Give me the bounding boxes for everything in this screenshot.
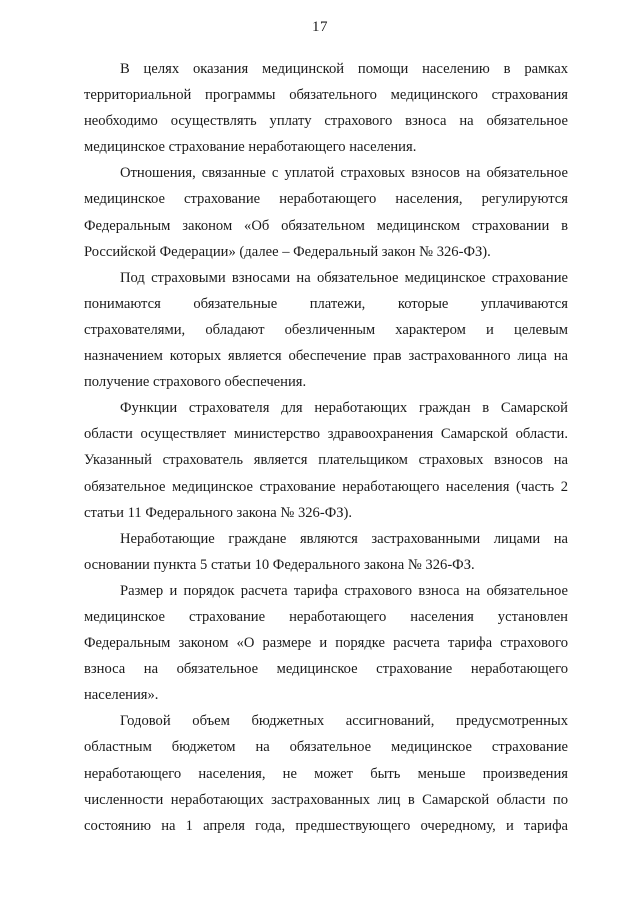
text-line: численности неработающих застрахованных лиц в Самарской области по <box>84 791 568 808</box>
text-line: состоянию на 1 апреля года, предшествующего очередному, и тарифа <box>84 817 568 834</box>
text-line: Отношения, связанные с уплатой страховых взносов на обязательное <box>120 165 568 182</box>
text-line: страхователями, обладают обезличенным характером и целевым <box>84 321 568 338</box>
paragraph-6 <box>84 578 568 708</box>
text-line: получение страхового обеспечения. <box>84 374 307 391</box>
paragraph-7 <box>84 708 568 838</box>
text-line: Функции страхователя для неработающих граждан в Самарской <box>120 400 568 417</box>
text-line: понимаются обязательные платежи, которые уплачиваются <box>84 295 568 312</box>
document-body <box>84 56 568 839</box>
text-line: основании пункта 5 статьи 10 Федерального закона № 326-ФЗ. <box>84 556 475 573</box>
text-line: населения». <box>84 687 159 704</box>
text-line: Российской Федерации» (далее – Федеральный закон № 326-ФЗ). <box>84 243 491 260</box>
text-line: медицинское страхование неработающего населения, регулируются <box>84 191 568 208</box>
text-line: Годовой объем бюджетных ассигнований, предусмотренных <box>120 713 568 730</box>
text-line: обязательное медицинское страхование неработающего населения (часть 2 <box>84 478 568 495</box>
paragraph-2 <box>84 160 568 264</box>
paragraph-4 <box>84 395 568 525</box>
text-line: Под страховыми взносами на обязательное медицинское страхование <box>120 269 568 286</box>
text-line: территориальной программы обязательного медицинского страхования <box>84 87 568 104</box>
text-line: неработающего населения, не может быть меньше произведения <box>84 765 568 782</box>
text-line: назначением которых является обеспечение прав застрахованного лица на <box>84 348 568 365</box>
text-line: Размер и порядок расчета тарифа страхового взноса на обязательное <box>120 582 568 599</box>
text-line: Указанный страхователь является плательщиком страховых взносов на <box>84 452 568 469</box>
text-line: медицинское страхование неработающего населения установлен <box>84 608 568 625</box>
text-line: медицинское страхование неработающего населения. <box>84 139 417 156</box>
paragraph-3 <box>84 265 568 395</box>
paragraph-1 <box>84 56 568 160</box>
text-line: областным бюджетом на обязательное медицинское страхование <box>84 739 568 756</box>
text-line: взноса на обязательное медицинское страхование неработающего <box>84 661 568 678</box>
text-line: необходимо осуществлять уплату страхового взноса на обязательное <box>84 113 568 130</box>
text-line: Неработающие граждане являются застрахованными лицами на <box>120 530 568 547</box>
page-number: 17 <box>312 19 328 35</box>
text-line: Федеральным законом «О размере и порядке расчета тарифа страхового <box>84 635 568 652</box>
text-line: области осуществляет министерство здравоохранения Самарской области. <box>84 426 568 443</box>
text-line: В целях оказания медицинской помощи населению в рамках <box>120 61 568 77</box>
paragraph-5 <box>84 526 568 578</box>
text-line: Федеральным законом «Об обязательном медицинском страховании в <box>84 217 568 234</box>
text-line: статьи 11 Федерального закона № 326-ФЗ). <box>84 504 353 521</box>
